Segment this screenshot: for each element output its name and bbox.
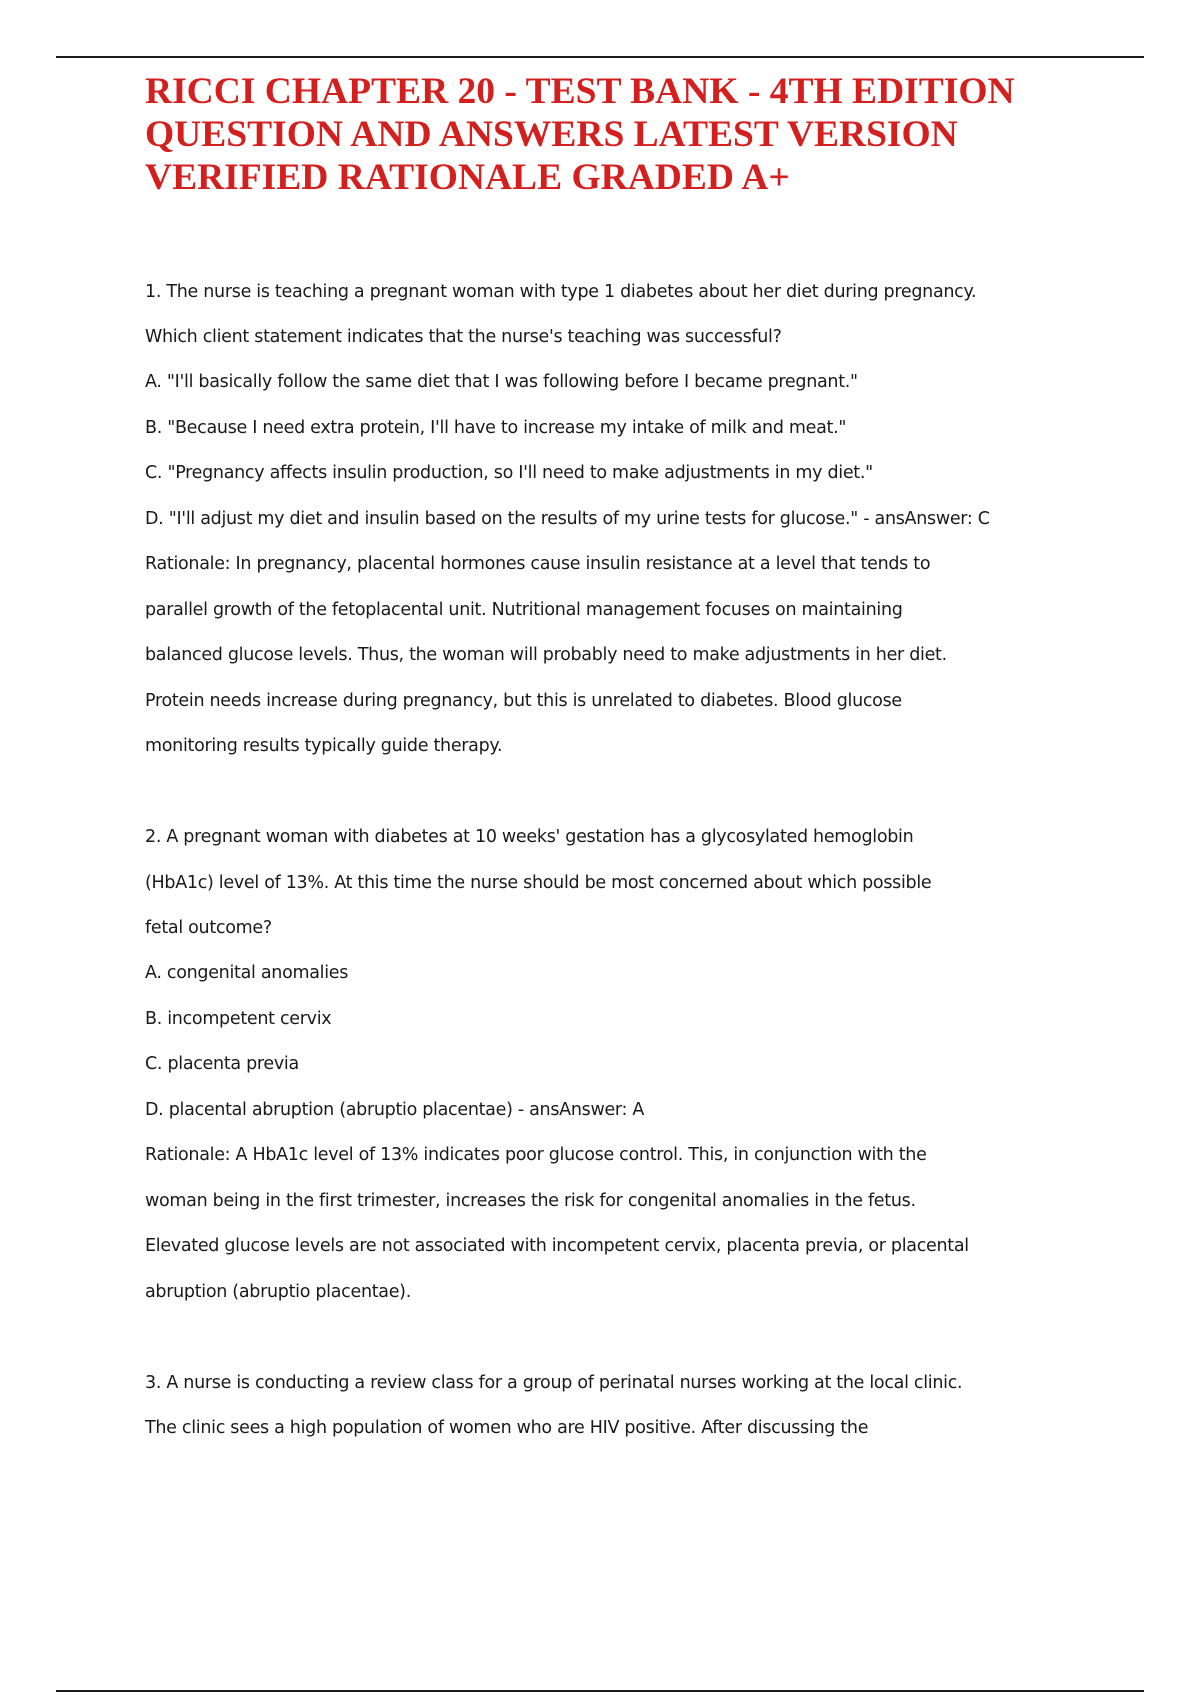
answer-option-b: B. incompetent cervix (145, 1009, 332, 1029)
rationale-text: abruption (abruptio placentae). (145, 1282, 411, 1302)
question-stem: 2. A pregnant woman with diabetes at 10 weeks' gestation has a glycosylated hemoglobin (145, 827, 914, 847)
answer-option-c: C. "Pregnancy affects insulin production, so I'll need to make adjustments in my diet." (145, 463, 873, 483)
answer-option-a: A. congenital anomalies (145, 963, 349, 983)
question-stem: fetal outcome? (145, 918, 272, 938)
answer-option-d: D. placental abruption (abruptio placentae) - ansAnswer: A (145, 1100, 645, 1120)
rationale-text: Rationale: A HbA1c level of 13% indicates poor glucose control. This, in conjunction with the (145, 1145, 927, 1165)
title-line: RICCI CHAPTER 20 - TEST BANK - 4TH EDITION (145, 71, 1015, 112)
question-stem: The clinic sees a high population of women who are HIV positive. After discussing the (145, 1418, 869, 1438)
question-stem: 1. The nurse is teaching a pregnant woman with type 1 diabetes about her diet during pregnancy. (145, 282, 977, 302)
bottom-rule (56, 1690, 1144, 1692)
document-title (145, 70, 1045, 199)
answer-option-d: D. "I'll adjust my diet and insulin based on the results of my urine tests for glucose." - ansAnswer: C (145, 509, 990, 529)
rationale-text: Protein needs increase during pregnancy, but this is unrelated to diabetes. Blood glucose (145, 691, 902, 711)
question-stem: Which client statement indicates that the nurse's teaching was successful? (145, 327, 782, 347)
top-rule (56, 56, 1144, 58)
answer-option-a: A. "I'll basically follow the same diet that I was following before I became pregnant." (145, 372, 858, 392)
title-line: VERIFIED RATIONALE GRADED A+ (145, 157, 790, 198)
rationale-text: woman being in the first trimester, increases the risk for congenital anomalies in the fetus. (145, 1191, 916, 1211)
rationale-text: monitoring results typically guide therapy. (145, 736, 503, 756)
question-stem: (HbA1c) level of 13%. At this time the nurse should be most concerned about which possible (145, 873, 932, 893)
rationale-text: parallel growth of the fetoplacental unit. Nutritional management focuses on maintaining (145, 600, 903, 620)
title-line: QUESTION AND ANSWERS LATEST VERSION (145, 114, 958, 155)
answer-option-b: B. "Because I need extra protein, I'll have to increase my intake of milk and meat." (145, 418, 847, 438)
rationale-text: balanced glucose levels. Thus, the woman will probably need to make adjustments in her diet. (145, 645, 947, 665)
rationale-text: Rationale: In pregnancy, placental hormones cause insulin resistance at a level that tends to (145, 554, 931, 574)
rationale-text: Elevated glucose levels are not associated with incompetent cervix, placenta previa, or placental (145, 1236, 969, 1256)
answer-option-c: C. placenta previa (145, 1054, 299, 1074)
question-stem: 3. A nurse is conducting a review class for a group of perinatal nurses working at the local clinic. (145, 1373, 963, 1393)
